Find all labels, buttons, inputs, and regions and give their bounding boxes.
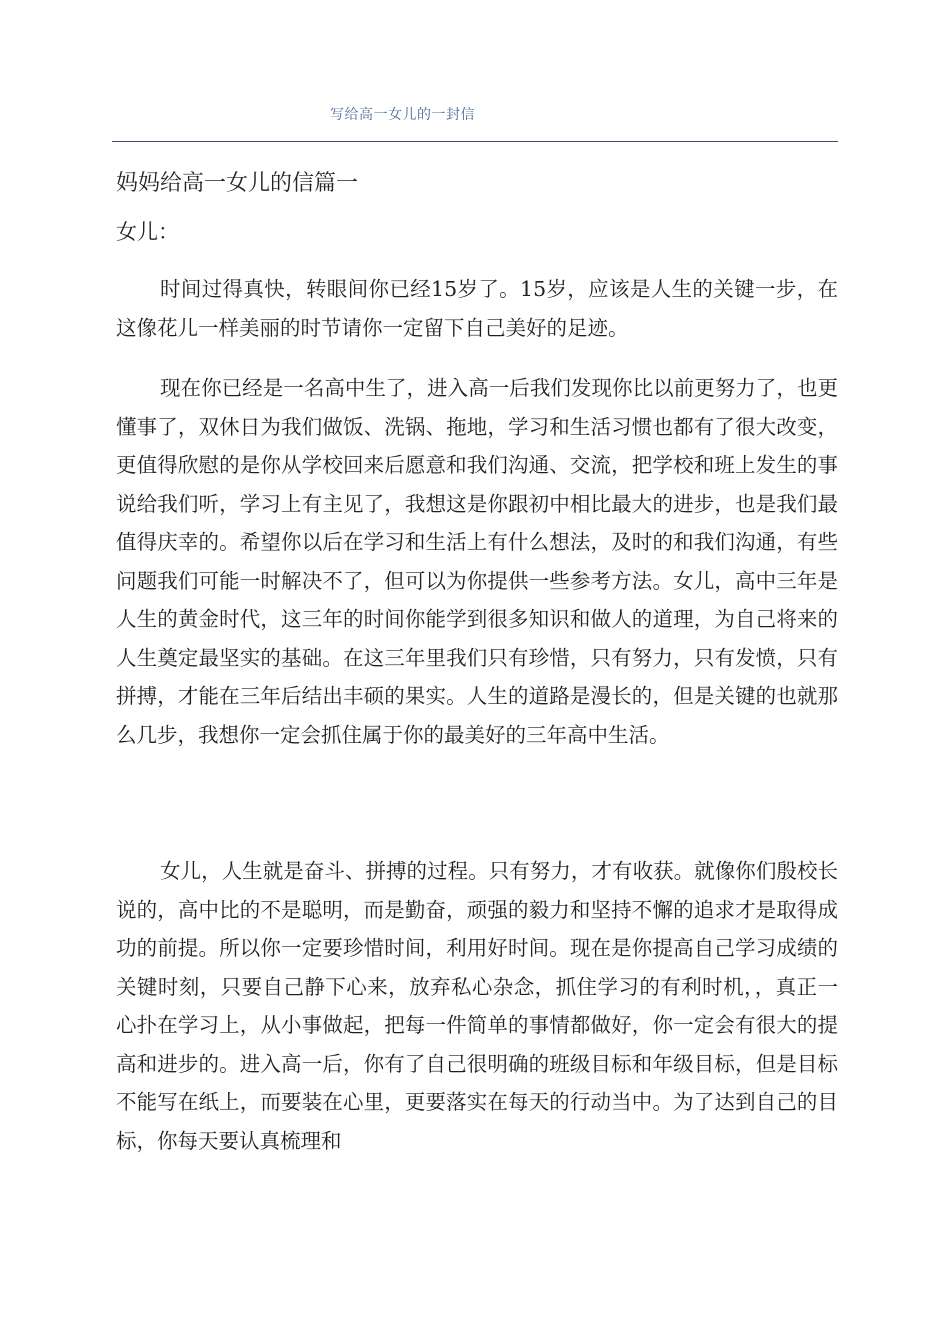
paragraph-1: 时间过得真快，转眼间你已经15岁了。15岁，应该是人生的关键一步，在这像花儿一样美丽的时节请你一定留下自己美好的足迹。 xyxy=(116,277,838,340)
document-title: 妈妈给高一女儿的信篇一 xyxy=(116,171,359,196)
salutation: 女儿： xyxy=(116,220,179,244)
paragraph-2: 现在你已经是一名高中生了，进入高一后我们发现你比以前更努力了，也更懂事了，双休日为我们做饭、洗锅、拖地，学习和生活习惯也都有了很大改变，更值得欣慰的是你从学校回来后愿意和我们沟通、交流，把学校和班上发生的事说给我们听，学习上有主见了，我想这是你跟初中相比最大的进步，也是我们最值得庆幸的。希望你以后在学习和生活上有什么想法，及时的和我们沟通，有些问题我们可能一时解决不了，但可以为你提供一些参考方法。女儿，高中三年是人生的黄金时代，这三年的时间你能学到很多知识和做人的道理，为自己将来的人生奠定最坚实的基础。在这三年里我们只有珍惜，只有努力，只有发愤，只有拼搏，才能在三年后结出丰硕的果实。人生的道路是漫长的，但是关键的也就那么几步，我想你一定会抓住属于你的最美好的三年高中生活。 xyxy=(116,376,838,747)
header-divider xyxy=(112,141,838,142)
paragraph-3: 女儿，人生就是奋斗、拼搏的过程。只有努力，才有收获。就像你们殷校长说的，高中比的不是聪明，而是勤奋，顽强的毅力和坚持不懈的追求才是取得成功的前提。所以你一定要珍惜时间，利用好时间。现在是你提高自己学习成绩的关键时刻，只要自己静下心来，放弃私心杂念，抓住学习的有利时机，，真正一心扑在学习上，从小事做起，把每一件简单的事情都做好，你一定会有很大的提高和进步的。进入高一后，你有了自己很明确的班级目标和年级目标，但是目标不能写在纸上，而要装在心里，更要落实在每天的行动当中。为了达到自己的目标，你每天要认真梳理和 xyxy=(116,859,838,1153)
running-header: 写给高一女儿的一封信 xyxy=(330,107,475,123)
